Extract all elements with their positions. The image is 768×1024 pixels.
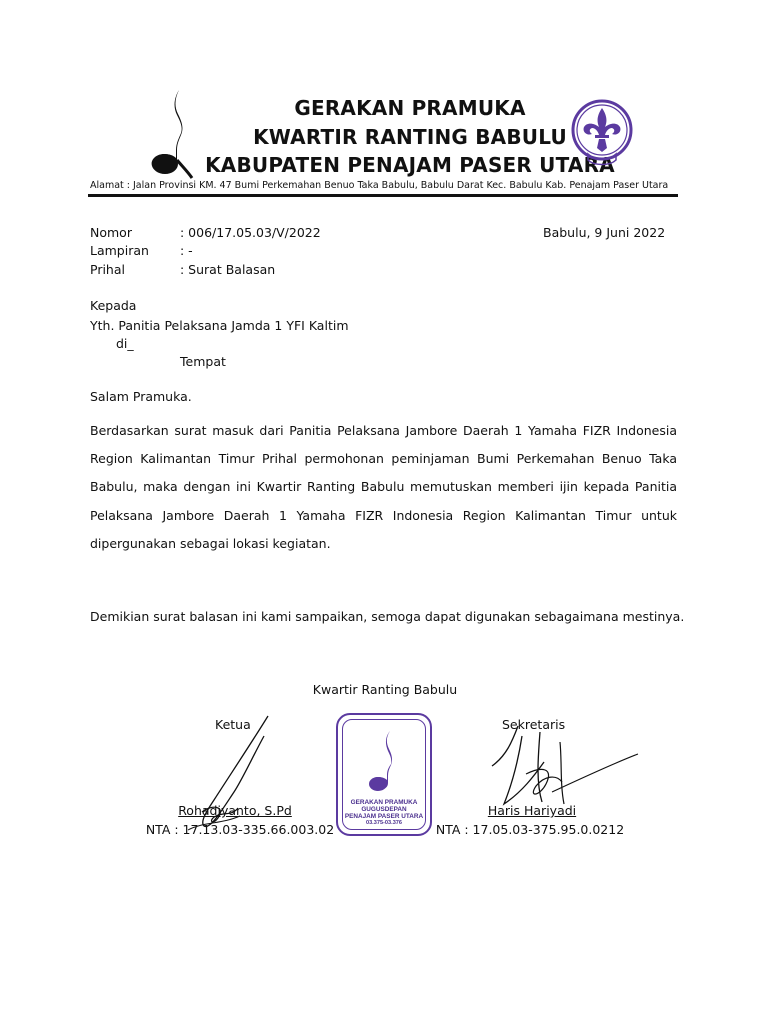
letterhead-org-line1: GERAKAN PRAMUKA — [294, 96, 526, 120]
meta-label-prihal: Prihal — [90, 262, 125, 277]
stamp-line2: GUGUSDEPAN — [361, 806, 407, 813]
letter-date: Babulu, 9 Juni 2022 — [543, 225, 666, 240]
meta-value-lampiran: : - — [180, 243, 193, 258]
recipient-di: di_ — [116, 336, 134, 351]
meta-value-prihal: : Surat Balasan — [180, 262, 276, 277]
recipient-kepada: Kepada — [90, 298, 137, 313]
meta-value-nomor: : 006/17.05.03/V/2022 — [180, 225, 321, 240]
letterhead-org-line2: KWARTIR RANTING BABULU — [253, 125, 567, 149]
meta-label-nomor: Nomor — [90, 225, 132, 240]
stamp-line4: 03.375-03.376 — [365, 820, 403, 826]
closing-paragraph: Demikian surat balasan ini kami sampaikan, semoga dapat digunakan sebagaimana mestinya. — [90, 609, 685, 624]
signature-nta-sekretaris: NTA : 17.05.03-375.95.0.0212 — [435, 822, 625, 837]
signature-name-sekretaris: Haris Hariyadi — [487, 803, 577, 818]
letterhead-address: Alamat : Jalan Provinsi KM. 47 Bumi Perkemahan Benuo Taka Babulu, Babulu Darat Kec. Babulu Kab. Penajam Paser Utara — [90, 180, 669, 191]
signature-ketua-icon — [182, 712, 282, 838]
stamp-line3: PENAJAM PASER UTARA — [344, 813, 424, 820]
meta-label-lampiran: Lampiran — [90, 243, 149, 258]
world-scout-emblem-icon — [570, 96, 634, 172]
body-paragraph: Berdasarkan surat masuk dari Panitia Pelaksana Jambore Daerah 1 Yamaha FIZR Indonesia Region Kalimantan Timur Prihal permohonan peminjaman Bumi Perkemahan Benuo Taka Babulu, maka dengan ini Kwartir Ranting Babulu memutuskan memberi ijin kepada Panitia Pelaksana Jambore Daerah 1 Yamaha FIZR Indonesia Region Kalimantan Timur untuk dipergunakan sebagai lokasi kegiatan. — [90, 423, 677, 551]
signature-organization: Kwartir Ranting Babulu — [312, 682, 458, 697]
recipient-tempat: Tempat — [180, 354, 226, 369]
letterhead-org-line3: KABUPATEN PENAJAM PASER UTARA — [205, 153, 615, 177]
official-stamp — [336, 713, 432, 836]
stamp-line1: GERAKAN PRAMUKA — [350, 799, 418, 806]
stamp-tunas-kelapa-icon — [364, 729, 404, 795]
signature-name-ketua: Rohadiyanto, S.Pd — [178, 803, 292, 818]
signature-role-ketua: Ketua — [215, 717, 251, 732]
recipient-name: Yth. Panitia Pelaksana Jamda 1 YFI Kaltim — [90, 318, 349, 333]
signature-nta-ketua: NTA : 17.13.03-335.66.003.02 — [145, 822, 335, 837]
letterhead-divider — [88, 194, 678, 197]
signature-role-sekretaris: Sekretaris — [502, 717, 566, 732]
greeting: Salam Pramuka. — [90, 389, 192, 404]
